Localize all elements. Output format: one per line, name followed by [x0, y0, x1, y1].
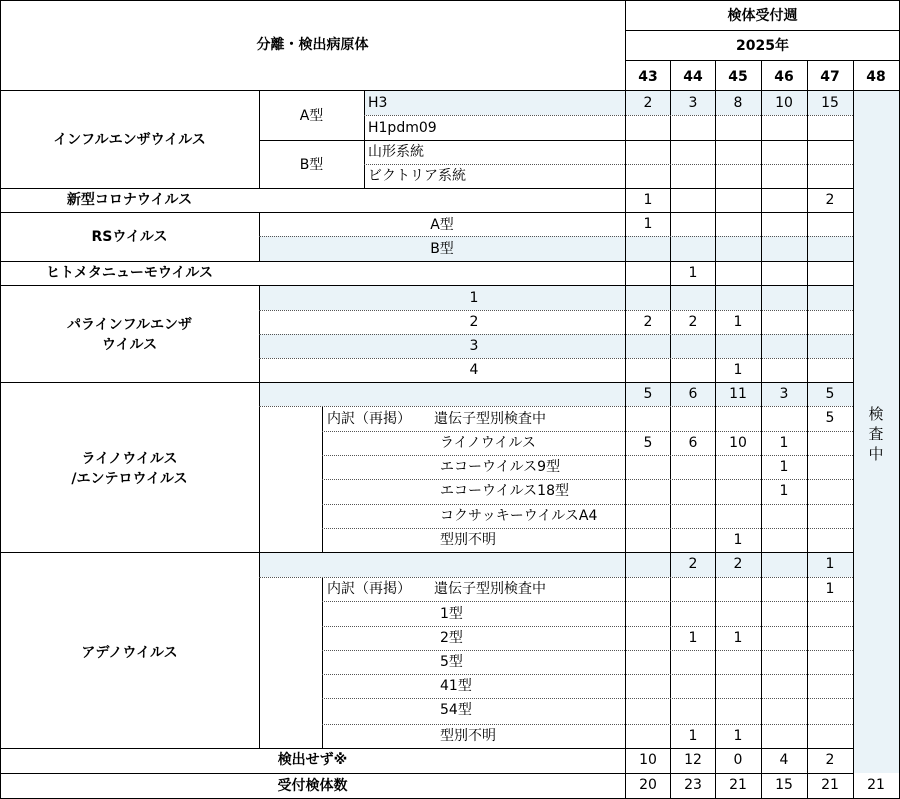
dot-para-358 [259, 358, 853, 359]
cell-adeno-unknown-w44: 1 [688, 728, 698, 744]
influenza-type-a: A型 [299, 108, 324, 124]
dot-adeno-601 [322, 601, 853, 602]
influenza-type-b: B型 [299, 157, 324, 173]
rhino-label-line1: ライノウイルス [81, 451, 178, 467]
dot-h3 [364, 115, 853, 116]
week-45: 45 [728, 69, 748, 85]
received-label: 受付検体数 [277, 778, 348, 794]
dot-rhino-total [259, 406, 853, 407]
cell-received-w43: 20 [639, 777, 657, 793]
cell-h3-w43: 2 [643, 95, 653, 111]
para-type-3: 3 [469, 338, 479, 354]
rs-label: RSウイルス [91, 229, 168, 245]
adeno-type2-label: 2型 [440, 630, 463, 646]
group-line-773 [0, 773, 853, 774]
group-line-552 [0, 552, 853, 553]
para-label-line1: パラインフルエンザ [66, 317, 193, 333]
header-bottom [0, 90, 899, 91]
cell-adeno-t2-w45: 1 [733, 630, 743, 646]
week-47: 47 [820, 69, 840, 85]
dot-adeno-724 [322, 724, 853, 725]
cell-rhino-rhino-w46: 1 [779, 435, 789, 451]
adeno-type41-label: 41型 [440, 678, 472, 694]
border-top [0, 0, 899, 1]
dot-rs [259, 236, 853, 237]
cell-not-detected-w47: 2 [825, 752, 835, 768]
rs-a-label: A型 [430, 217, 454, 233]
group-line-382 [0, 382, 853, 383]
cell-adeno-total-w44: 2 [688, 556, 698, 572]
rhino-unknown-label: 型別不明 [440, 532, 496, 548]
para-type-4: 4 [469, 362, 479, 378]
cell-rhino-rhino-w45: 10 [729, 435, 747, 451]
lower-divider [259, 285, 260, 748]
cell-rhino-rhino-w43: 5 [643, 435, 653, 451]
week-44: 44 [683, 69, 703, 85]
adeno-breakdown-label: 内訳（再掲） [327, 581, 411, 597]
hmpv-label: ヒトメタニューモウイルス [45, 265, 214, 281]
victoria-label: ビクトリア系統 [368, 168, 466, 184]
cell-corona-w43: 1 [643, 192, 653, 208]
col-line-715 [715, 60, 716, 798]
adeno-pending-label: 遺伝子型別検査中 [434, 581, 546, 597]
cell-received-w47: 21 [821, 777, 839, 793]
week-43: 43 [638, 69, 658, 85]
rhino-echo9-label: エコーウイルス9型 [440, 459, 561, 475]
cell-received-w46: 15 [775, 777, 793, 793]
dot-rhino-504 [322, 504, 853, 505]
header-title: 分離・検出病原体 [256, 37, 369, 53]
cell-received-w45: 21 [729, 777, 747, 793]
dot-adeno-674 [322, 674, 853, 675]
col-line-761 [761, 60, 762, 798]
cell-rs-a-w43: 1 [643, 216, 653, 232]
cell-para4-w45: 1 [733, 362, 743, 378]
dot-rhino-528 [322, 528, 853, 529]
rhino-breakdown-label: 内訳（再掲） [327, 411, 411, 427]
adeno-unknown-label: 型別不明 [440, 728, 496, 744]
cell-rhino-echo9-w46: 1 [779, 459, 789, 475]
group-line-212 [0, 212, 853, 213]
cell-received-w44: 23 [684, 777, 702, 793]
cell-adeno-total-w45: 2 [733, 556, 743, 572]
influenza-subtype-divider [364, 91, 365, 188]
cell-not-detected-w45: 0 [733, 752, 743, 768]
cell-para2-w43: 2 [643, 314, 653, 330]
cell-adeno-unknown-w45: 1 [733, 728, 743, 744]
group-line-261 [0, 261, 853, 262]
header-line-1 [625, 30, 899, 31]
adeno-breakdown-divider [322, 577, 323, 748]
cell-para2-w45: 1 [733, 314, 743, 330]
group-line-188 [0, 188, 853, 189]
cell-para2-w44: 2 [688, 314, 698, 330]
border-left [0, 0, 1, 799]
cell-not-detected-w43: 10 [639, 752, 657, 768]
cell-rhino-total-w47: 5 [825, 386, 835, 402]
adeno-total-row-bg [259, 552, 853, 577]
dot-rhino-455 [322, 455, 853, 456]
para-type-2: 2 [469, 314, 479, 330]
adeno-type54-label: 54型 [440, 702, 472, 718]
rhino-echo18-label: エコーウイルス18型 [440, 483, 569, 499]
group-line-285 [0, 285, 853, 286]
cell-rhino-total-w43: 5 [643, 386, 653, 402]
rs-b-label: B型 [430, 241, 454, 257]
cell-rhino-echo18-w46: 1 [779, 483, 789, 499]
adeno-type5-label: 5型 [440, 654, 463, 670]
header-period-label: 検体受付週 [727, 8, 798, 24]
cell-adeno-pending-w47: 1 [825, 581, 835, 597]
cell-h3-w47: 15 [821, 95, 839, 111]
week-46: 46 [774, 69, 794, 85]
cell-not-detected-w44: 12 [684, 752, 702, 768]
cell-rhino-unknown-w45: 1 [733, 532, 743, 548]
group-line-748 [0, 748, 853, 749]
h3-label: H3 [368, 95, 388, 111]
cell-h3-w46: 10 [775, 95, 793, 111]
dot-adeno-698 [322, 698, 853, 699]
adeno-type1-label: 1型 [440, 606, 463, 622]
cell-adeno-t2-w44: 1 [688, 630, 698, 646]
cell-rhino-total-w45: 11 [729, 386, 747, 402]
influenza-ab-line [259, 140, 853, 141]
influenza-divider [259, 91, 260, 188]
cell-hmpv-w44: 1 [688, 265, 698, 281]
dot-para-310 [259, 310, 853, 311]
dot-rhino-479 [322, 479, 853, 480]
influenza-label: インフルエンザウイルス [53, 132, 206, 148]
col-line-48 [853, 60, 854, 798]
cell-received-w48: 21 [867, 777, 885, 793]
cell-rhino-total-w44: 6 [688, 386, 698, 402]
dot-yamagata [364, 164, 853, 165]
para-label-line2: ウイルス [101, 337, 158, 353]
cell-rhino-pending-w47: 5 [825, 410, 835, 426]
rhino-label-line2: /エンテロウイルス [71, 471, 188, 487]
col-line-670 [670, 60, 671, 798]
cell-not-detected-w46: 4 [779, 752, 789, 768]
dot-rhino-431 [322, 431, 853, 432]
rhino-rhinovirus-label: ライノウイルス [440, 435, 536, 451]
not-detected-label: 検出せず※ [277, 752, 348, 768]
cell-adeno-total-w47: 1 [825, 556, 835, 572]
cell-rhino-rhino-w44: 6 [688, 435, 698, 451]
week-48: 48 [866, 69, 886, 85]
col-line-43 [625, 0, 626, 798]
adeno-label: アデノウイルス [81, 645, 178, 661]
pending-note: 検 査 中 [868, 405, 884, 463]
cell-h3-w44: 3 [688, 95, 698, 111]
para-type-1: 1 [469, 290, 479, 306]
dot-adeno-626 [322, 626, 853, 627]
dot-adeno-650 [322, 650, 853, 651]
yamagata-label: 山形系統 [368, 144, 424, 160]
dot-adeno-total [259, 577, 853, 578]
rhino-pending-label: 遺伝子型別検査中 [434, 411, 546, 427]
h1pdm09-label: H1pdm09 [368, 120, 437, 136]
cell-h3-w45: 8 [733, 95, 743, 111]
cell-corona-w47: 2 [825, 192, 835, 208]
cell-rhino-total-w46: 3 [779, 386, 789, 402]
col-line-807 [807, 60, 808, 798]
header-year: 2025年 [736, 38, 789, 54]
corona-label: 新型コロナウイルス [66, 192, 193, 208]
rhino-coxa4-label: コクサッキーウイルスA4 [440, 508, 598, 524]
header-line-2 [625, 60, 899, 61]
dot-para-334 [259, 334, 853, 335]
